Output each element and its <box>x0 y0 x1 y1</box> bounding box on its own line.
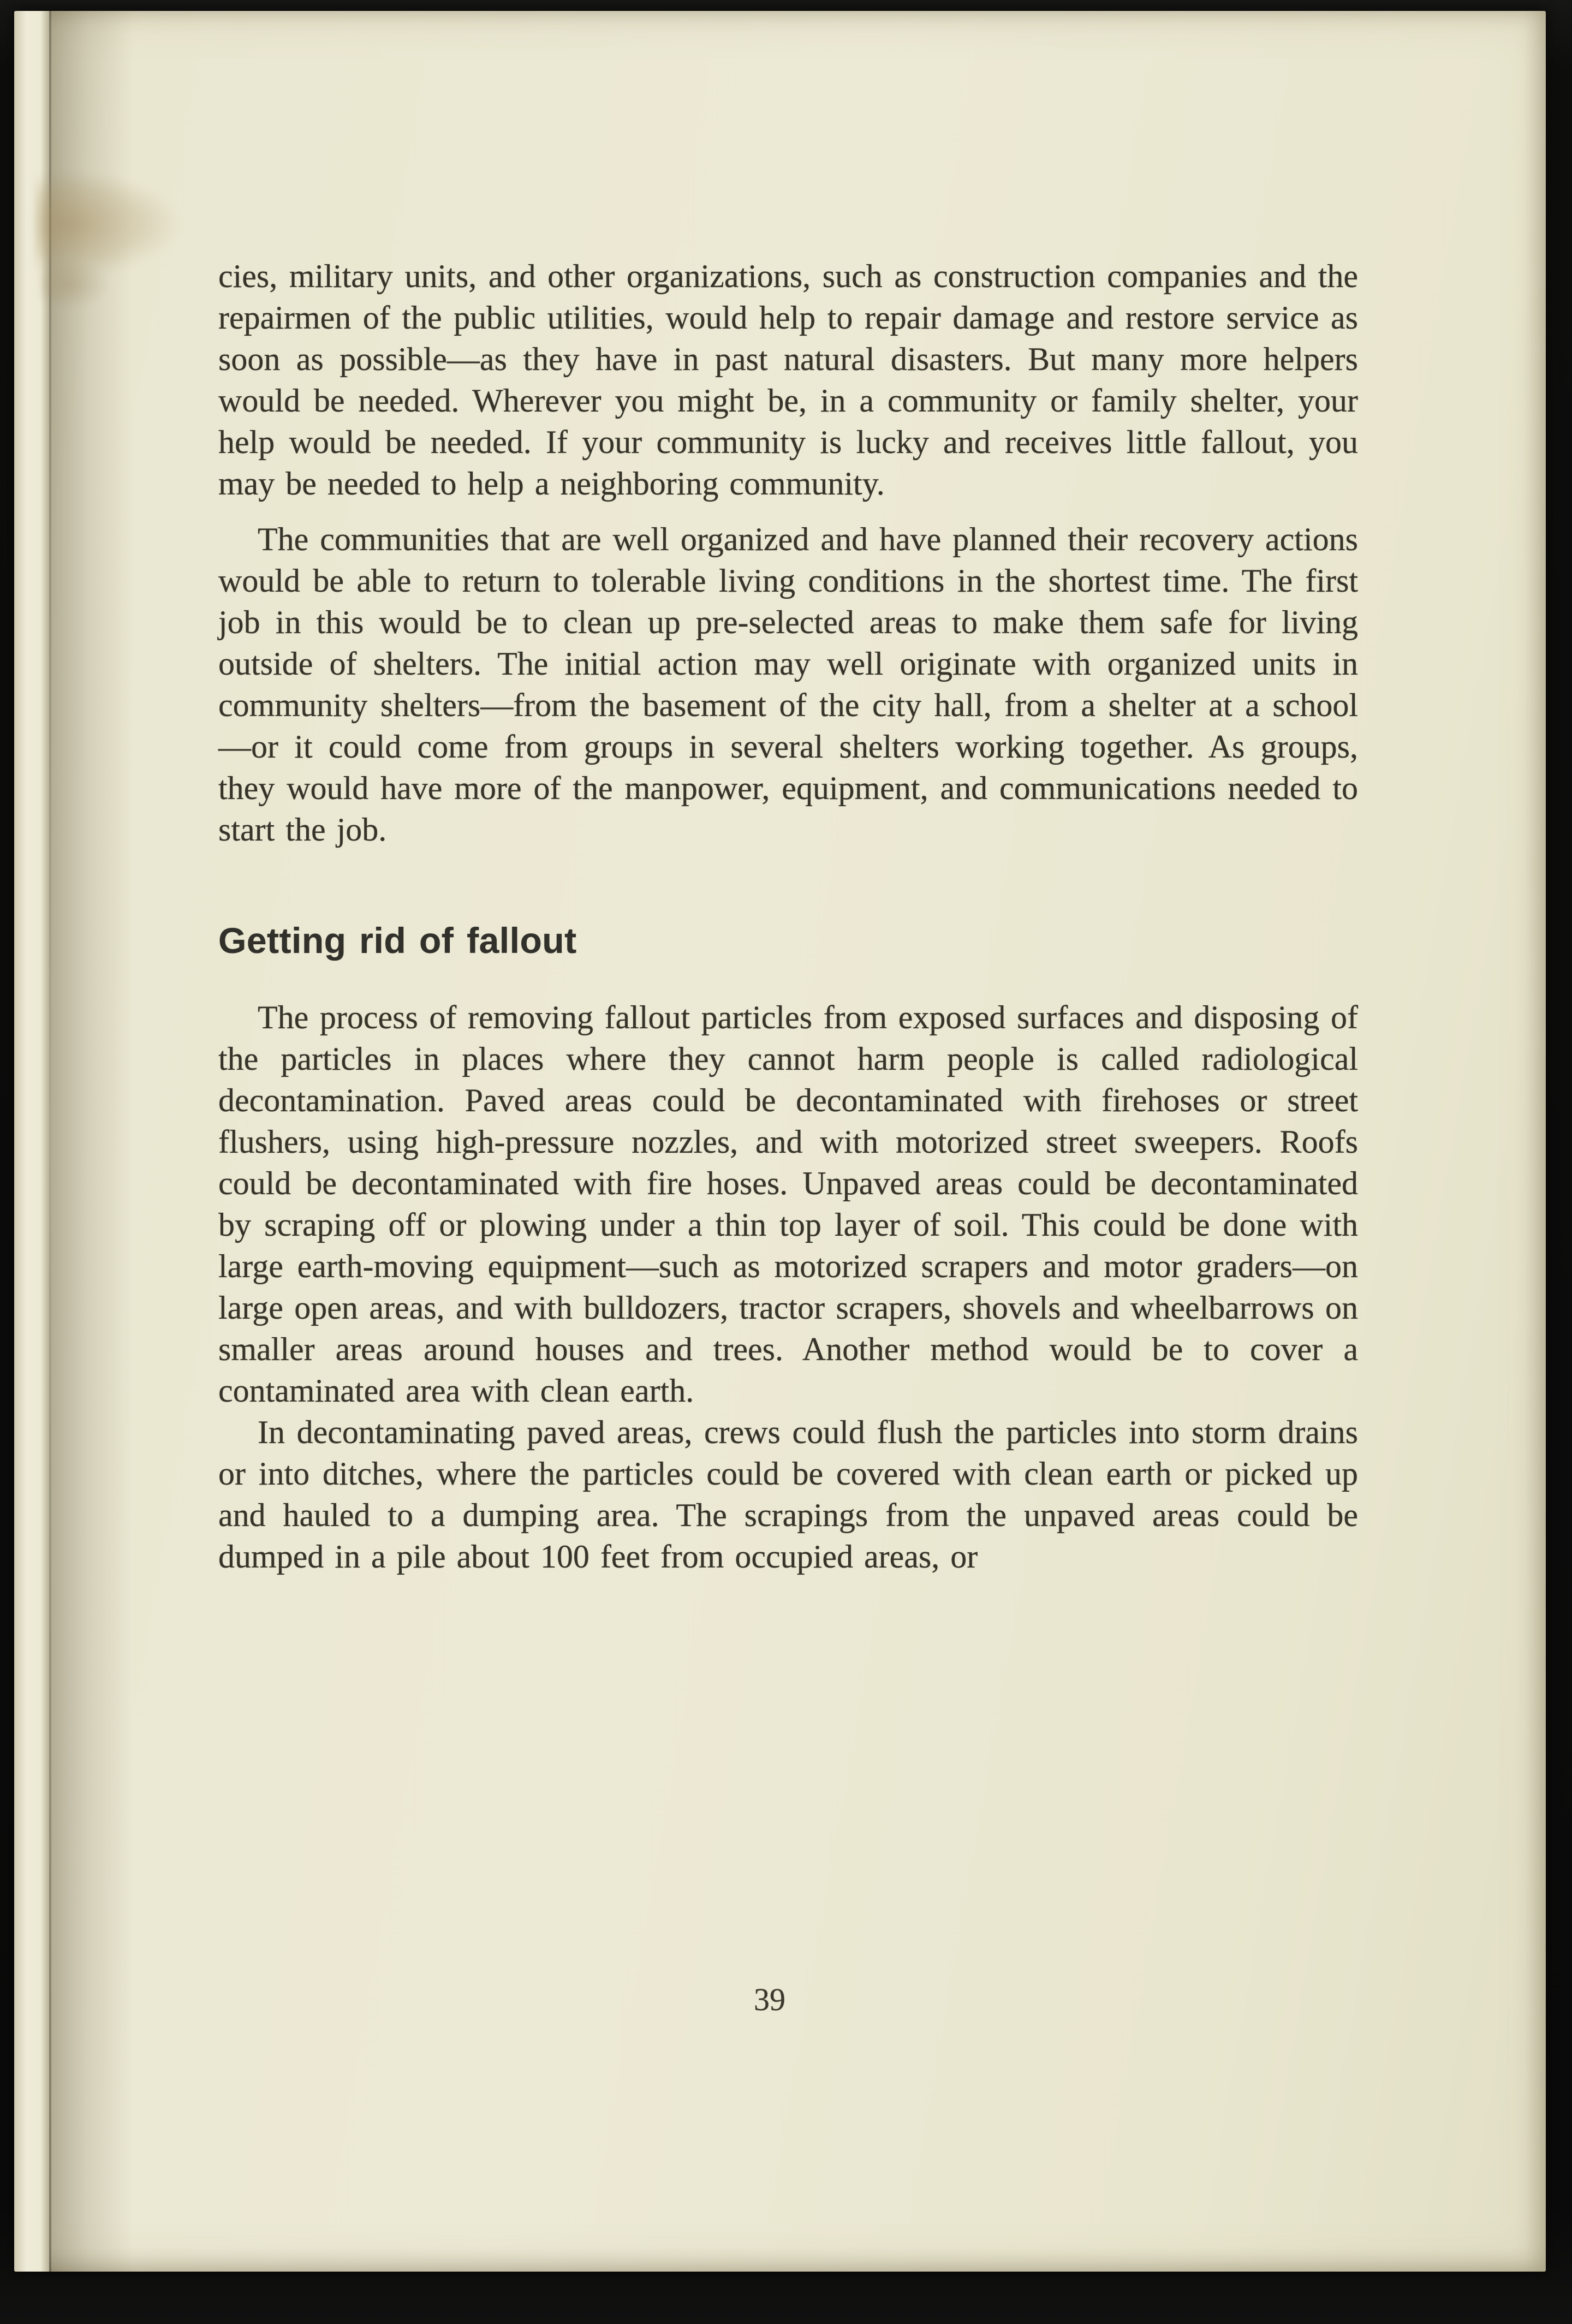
section-heading: Getting rid of fallout <box>218 920 577 961</box>
paragraph: The process of removing fallout particles from exposed surfaces and disposing of the particles in places where they cannot harm people is called radiological decontamination. Paved areas could be decontaminated with firehoses or street flushers, using high-pressure nozzles, and with motorized street sweepers. Roofs could be decontaminated with fire hoses. Unpaved areas could be decontaminated by scraping off or plowing under a thin top layer of soil. This could be done with large earth-moving equipment—such as motorized scrapers and motor graders—on large open areas, and with bulldozers, tractor scrapers, shovels and wheelbarrows on smaller areas around houses and trees. Another method would be to cover a contaminated area with clean earth. <box>218 999 1358 1409</box>
paragraph: The communities that are well organized and have planned their recovery actions would be able to return to tolerable living conditions in the shortest time. The first job in this would be to clean up pre-selected areas to make them safe for living outside of shelters. The initial action may well originate with organized units in community shelters—from the basement of the city hall, from a shelter at a school—or it could come from groups in several shelters working together. As groups, they would have more of the manpower, equipment, and communications needed to start the job. <box>218 521 1358 848</box>
page-number: 39 <box>754 1982 785 2017</box>
paper-stain <box>39 259 110 308</box>
page-content <box>218 255 1358 1577</box>
spine-fold-shadow <box>51 11 133 2272</box>
book-page <box>14 11 1546 2272</box>
paragraph: In decontaminating paved areas, crews could flush the particles into storm drains or into ditches, where the particles could be covered with clean earth or picked up and hauled to a dumping area. The scrapings from the unpaved areas could be dumped in a pile about 100 feet from occupied areas, or <box>218 1414 1358 1575</box>
adjacent-page-edge <box>14 11 49 2272</box>
paragraph-continued: cies, military units, and other organizations, such as construction companies and the repairmen of the public utilities, would help to repair damage and restore service as soon as possible—as they have in past natural disasters. But many more helpers would be needed. Wherever you might be, in a community or family shelter, your help would be needed. If your community is lucky and receives little fallout, you may be needed to help a neighboring community. <box>218 258 1358 502</box>
